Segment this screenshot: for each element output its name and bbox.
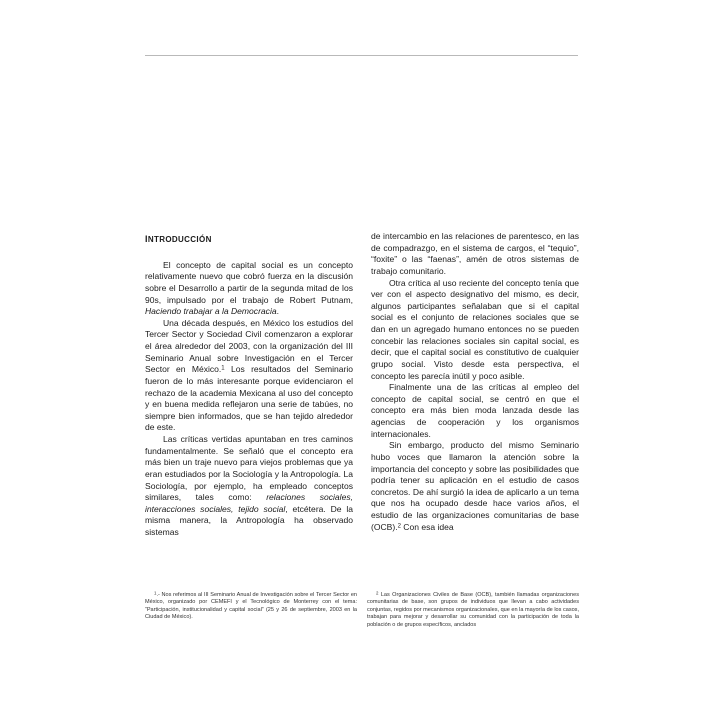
footnote-2-marker: 2 (376, 590, 379, 596)
header-divider-rule (145, 55, 578, 56)
paragraph-text: Las críticas vertidas apuntaban en tres caminos fundamentalmente. Se señaló que el concepto era más bien un traje nuevo para viejos problemas que ya eran estudiados por la Sociología y la Antropología. La Sociología, por ejemplo, ha empleado conceptos similares, tales como: (145, 434, 353, 503)
paragraph-right-3 (371, 382, 579, 440)
footnote-2 (367, 592, 579, 629)
page-title: introducción (145, 230, 212, 245)
paragraph-text: Una década después, en México los estudios del Tercer Sector y Sociedad Civil comenzaron a explorar el área alrededor del 2003, con la organización del III Seminario Anual sobre Investigación en el Tercer Sector en México. (145, 317, 353, 375)
paragraph-intro-3 (145, 434, 353, 539)
footnote-1-text: .- Nos referimos al III Seminario Anual de Investigación sobre el Tercer Sector en México, organizado por CEMEFI y el Tecnológico de Monterrey con el tema: “Participación, institucionalidad y capital social” (25 y 26 de septiembre, 2003 en la Ciudad de México). (145, 592, 357, 621)
paragraph-text: Finalmente una de las críticas al empleo del concepto de capital social, se centró en que el concepto era más bien moda lanzada desde las agencias de cooperación y los organismos internacionales. (371, 382, 579, 439)
paragraph-text: El concepto de capital social es un concepto relativamente nuevo que cobró fuerza en la discusión sobre el Desarrollo a partir de la segunda mitad de los 90s, impulsado por el trabajo de Robert Putnam, (145, 259, 353, 305)
paragraph-text-end: Con esa idea (400, 521, 454, 532)
paragraph-right-1 (371, 231, 579, 278)
sociology-terms-italic: relaciones sociales, interacciones sociales, tejido social (145, 492, 353, 514)
paragraph-text-continued: Los resultados del Seminario fueron de lo más interesante porque evidenciaron el rechazo de la academia Mexicana al uso del concepto y en buena medida reflejaron una serie de tabúes, no siempre bien informados, que se han tejido alrededor de este. (145, 364, 354, 433)
paragraph-right-4 (371, 440, 579, 533)
left-text-column (145, 231, 353, 539)
footnote-1 (145, 592, 357, 622)
paragraph-intro-2 (145, 318, 353, 434)
paragraph-intro-1: El concepto de capital social es un concepto relativamente nuevo que cobró fuerza en la discusión sobre el Desarrollo a partir de la segunda mitad de los 90s, impulsado por el trabajo de Robert Putnam, Haciendo trabajar a la Democracia. (145, 259, 353, 317)
paragraph-text: de intercambio en las relaciones de parentesco, en las de compadrazgo, en el sistema de cargos, el “tequio”, “foxite” o las “faenas”, amén de otros sistemas de trabajo comunitario. (371, 231, 579, 276)
footnote-2-text: Las Organizaciones Civiles de Base (OCB), también llamadas organizaciones comunitarias de base, son grupos de individuos que llevan a cabo actividades conjuntas, regidos por mecanismos organizacionales, que en la mayoría de los casos, trabajan para mejorar y desarrollar su comunidad con la participación de toda la población o de grupos específicos, anclados (367, 592, 579, 628)
footnotes-area (145, 592, 579, 672)
paragraph-text-end: , etcétera. De la misma manera, la Antropología ha observado sistemas (145, 503, 353, 538)
two-column-body (145, 231, 579, 651)
paragraph-text: Otra crítica al uso reciente del concepto tenía que ver con el aspecto designativo del mismo, es decir, algunos participantes señalaban que si el capital social es el conjunto de relaciones sociales que se dan en un agregado humano entonces no se pueden concebir las relaciones sociales sin capital social, es decir, que el capital social es constitutivo de cualquier grupo social. Visto desde esta perspectiva, el concepto les parecía inútil y poco asible. (371, 277, 579, 381)
footnote-ref-1[interactable]: 1 (221, 366, 225, 373)
right-text-column (371, 231, 579, 533)
paragraph-right-2 (371, 278, 579, 383)
footnote-ref-2[interactable]: 2 (397, 523, 401, 530)
footnote-1-marker: 1 (154, 590, 157, 596)
paragraph-text: Sin embargo, producto del mismo Seminario hubo voces que llamaron la atención sobre la importancia del concepto y sobre las posibilidades que podría tener su aplicación en el estudio de casos concretos. De ahí surgió la idea de aplicarlo a un tema que nos ha ocupado desde hace varios años, el estudio de las organizaciones comunitarias de base (OCB). (371, 440, 579, 532)
book-title-italic: Haciendo trabajar a la Democracia (145, 306, 277, 317)
